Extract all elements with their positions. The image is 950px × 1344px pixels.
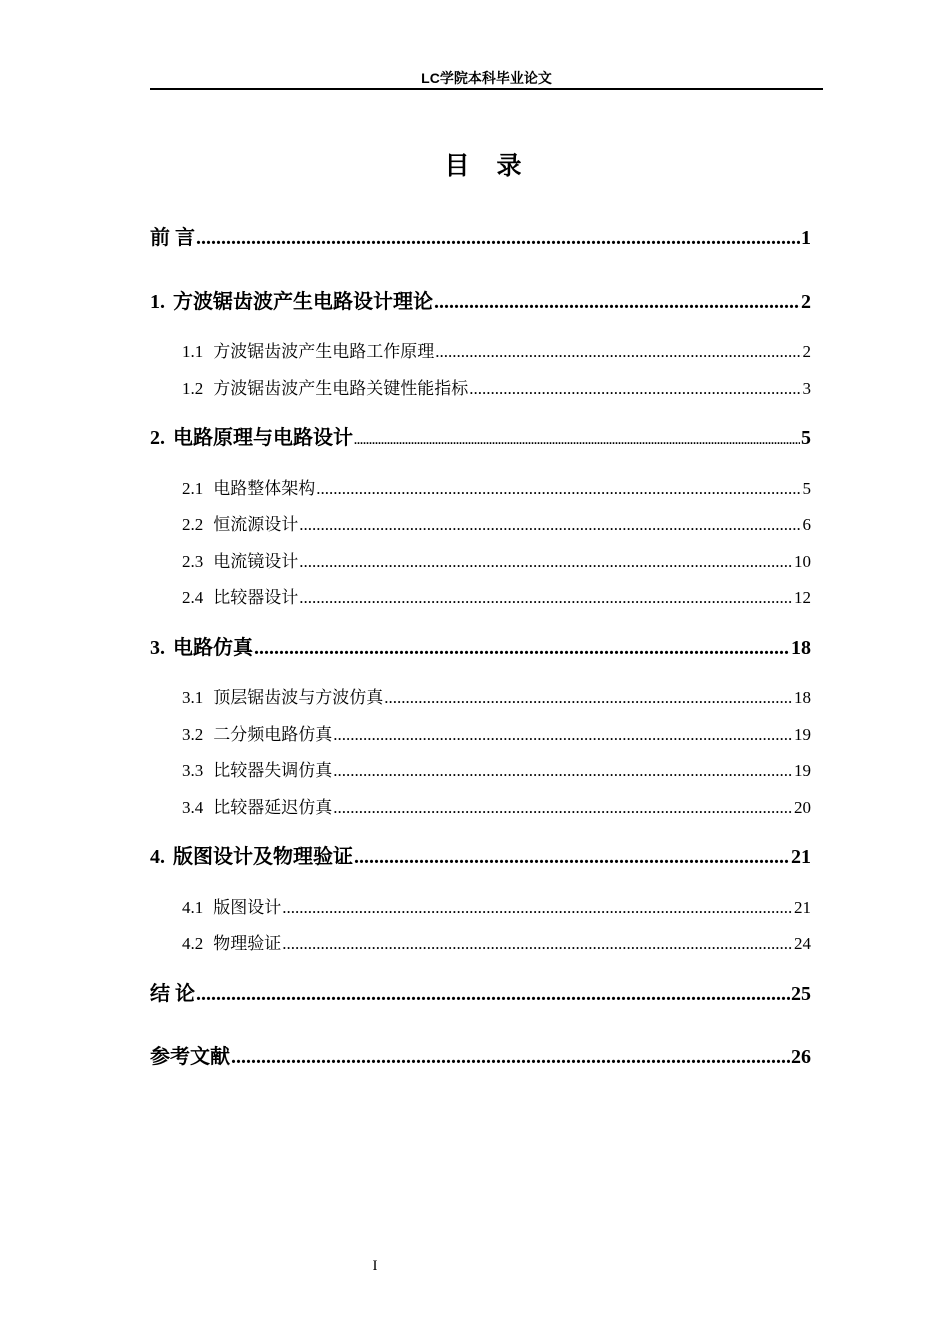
toc-entry-label: 电路整体架构	[213, 479, 316, 498]
toc-entry-label: 比较器设计	[213, 588, 299, 607]
toc-entry-page: 5	[801, 427, 811, 449]
toc-entry-number: 3.1	[182, 688, 204, 707]
toc-entry-section-2-3[interactable]	[182, 550, 811, 574]
leader-dots	[354, 426, 800, 452]
toc-entry-page: 18	[794, 688, 811, 707]
leader-dots	[196, 980, 790, 1008]
toc-entry-section-1-2[interactable]	[182, 377, 811, 401]
leader-dots	[254, 634, 790, 662]
toc-entry-page: 5	[802, 479, 811, 498]
toc-entry-number: 2.3	[182, 552, 204, 571]
leader-dots	[384, 686, 793, 710]
toc-entry-label: 比较器延迟仿真	[213, 798, 333, 817]
leader-dots	[196, 224, 800, 252]
leader-dots	[333, 796, 793, 820]
toc-entry-label: 电流镜设计	[213, 552, 299, 571]
toc-entry-number: 1.2	[182, 379, 204, 398]
toc-entry-page: 24	[794, 934, 811, 953]
toc-entry-page: 10	[794, 552, 811, 571]
toc-entry-label: 参考文献	[150, 1046, 230, 1068]
toc-entry-number: 3.2	[182, 725, 204, 744]
toc-entry-conclusion[interactable]	[150, 980, 811, 1008]
leader-dots	[231, 1043, 790, 1071]
toc-entry-section-3-3[interactable]	[182, 759, 811, 783]
toc-entry-number: 2.	[150, 427, 165, 449]
toc-entry-number: 2.2	[182, 515, 204, 534]
toc-entry-label: 前 言	[150, 227, 195, 249]
toc-entry-page: 12	[794, 588, 811, 607]
toc-entry-section-2-2[interactable]	[182, 513, 811, 537]
toc-entry-page: 2	[802, 342, 811, 361]
toc-entry-number: 1.1	[182, 342, 204, 361]
toc-entry-page: 3	[802, 379, 811, 398]
toc-entry-number: 4.2	[182, 934, 204, 953]
toc-entry-label: 版图设计及物理验证	[173, 846, 353, 868]
toc-entry-label: 恒流源设计	[213, 515, 299, 534]
toc-entry-section-4-2[interactable]	[182, 932, 811, 956]
toc-entry-page: 1	[801, 227, 811, 249]
toc-entry-label: 版图设计	[213, 898, 282, 917]
leader-dots	[435, 340, 801, 364]
toc-entry-label: 顶层锯齿波与方波仿真	[213, 688, 384, 707]
toc-entry-preface[interactable]	[150, 224, 811, 252]
toc-entry-label: 结 论	[150, 983, 195, 1005]
leader-dots	[299, 513, 801, 537]
leader-dots	[299, 550, 793, 574]
leader-dots	[299, 586, 793, 610]
header-rule	[150, 88, 823, 90]
toc-entry-number: 4.1	[182, 898, 204, 917]
page-header: LC学院本科毕业论文	[421, 70, 552, 86]
leader-dots	[282, 932, 793, 956]
toc-entry-section-4-1[interactable]	[182, 896, 811, 920]
leader-dots	[469, 377, 801, 401]
toc-entry-page: 21	[791, 846, 811, 868]
toc-entry-number: 3.	[150, 637, 165, 659]
toc-entry-number: 1.	[150, 291, 165, 313]
toc-entry-section-3-1[interactable]	[182, 686, 811, 710]
toc-entry-page: 25	[791, 983, 811, 1005]
toc-entry-chapter-3[interactable]	[150, 634, 811, 662]
toc-entry-label: 比较器失调仿真	[213, 761, 333, 780]
toc-entry-section-1-1[interactable]	[182, 340, 811, 364]
leader-dots	[316, 477, 801, 501]
toc-entry-label: 方波锯齿波产生电路关键性能指标	[213, 379, 469, 398]
toc-entry-page: 6	[802, 515, 811, 534]
toc-entry-number: 3.3	[182, 761, 204, 780]
toc-title: 目 录	[444, 152, 532, 180]
leader-dots	[282, 896, 793, 920]
toc-entry-label: 物理验证	[213, 934, 282, 953]
toc-entry-number: 2.4	[182, 588, 204, 607]
toc-entry-section-2-4[interactable]	[182, 586, 811, 610]
toc-entry-page: 19	[794, 725, 811, 744]
toc-entry-number: 4.	[150, 846, 165, 868]
toc-entry-label: 二分频电路仿真	[213, 725, 333, 744]
toc-entry-section-3-2[interactable]	[182, 723, 811, 747]
toc-entry-section-2-1[interactable]	[182, 477, 811, 501]
leader-dots	[434, 288, 800, 316]
toc-entry-chapter-2[interactable]	[150, 424, 811, 452]
leader-dots	[354, 843, 790, 871]
leader-dots	[333, 723, 793, 747]
toc-entry-chapter-1[interactable]	[150, 288, 811, 316]
toc-entry-label: 方波锯齿波产生电路工作原理	[213, 342, 435, 361]
page-number: I	[372, 1258, 378, 1274]
toc-entry-section-3-4[interactable]	[182, 796, 811, 820]
toc-entry-chapter-4[interactable]	[150, 843, 811, 871]
toc-entry-label: 电路原理与电路设计	[173, 427, 353, 449]
toc-entry-page: 19	[794, 761, 811, 780]
toc-entry-page: 18	[791, 637, 811, 659]
toc-entry-references[interactable]	[150, 1043, 811, 1071]
toc-entry-number: 3.4	[182, 798, 204, 817]
toc-entry-page: 20	[794, 798, 811, 817]
toc-entry-page: 2	[801, 291, 811, 313]
toc-entry-page: 21	[794, 898, 811, 917]
leader-dots	[333, 759, 793, 783]
toc-entry-label: 电路仿真	[173, 637, 253, 659]
toc-entry-label: 方波锯齿波产生电路设计理论	[173, 291, 433, 313]
toc-entry-page: 26	[791, 1046, 811, 1068]
toc-entry-number: 2.1	[182, 479, 204, 498]
